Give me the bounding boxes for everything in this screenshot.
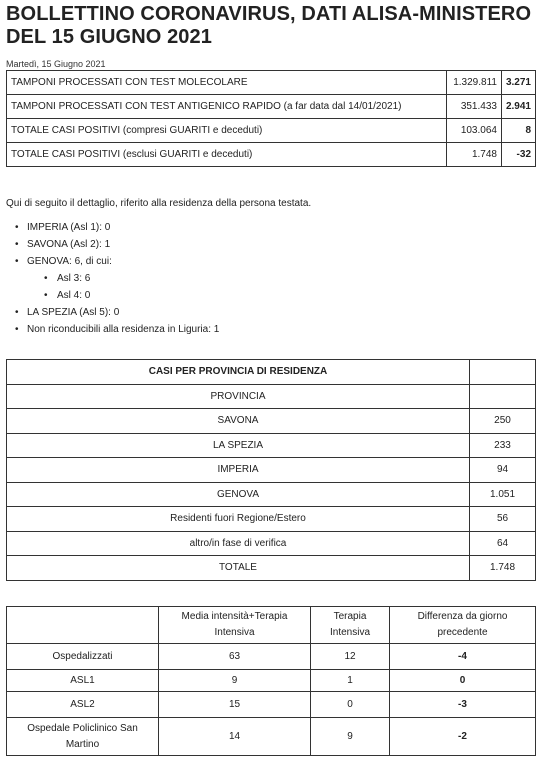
province-value: 56 [470,507,536,532]
hospital-name: Ospedale Policlinico San Martino [7,718,159,756]
summary-label: TOTALE CASI POSITIVI (esclusi GUARITI e deceduti) [7,143,447,167]
residence-list-item: • GENOVA: 6, di cui: [6,253,219,270]
summary-value: 1.748 [446,143,501,167]
intro-text: Qui di seguito il dettaglio, riferito alla residenza della persona testata. [6,198,312,209]
hospital-diff: 0 [390,670,536,692]
hospital-row [7,692,536,718]
residence-list-item: • Asl 3: 6 [6,270,219,287]
summary-row [7,95,536,119]
province-value: 1.748 [470,556,536,581]
summary-value: 103.064 [446,119,501,143]
hospital-header-row [7,607,536,644]
province-value: 233 [470,433,536,458]
summary-delta: 2.941 [501,95,535,119]
summary-delta: -32 [501,143,535,167]
province-name: SAVONA [7,409,470,434]
hospital-table [6,606,536,756]
province-table-title: CASI PER PROVINCIA DI RESIDENZA [7,360,470,385]
hospital-row [7,670,536,692]
province-table [6,359,536,581]
residence-list-item: • SAVONA (Asl 2): 1 [6,236,219,253]
summary-label: TAMPONI PROCESSATI CON TEST ANTIGENICO RAPIDO (a far data dal 14/01/2021) [7,95,447,119]
hospital-media: 9 [159,670,311,692]
hospital-header-ti: Terapia Intensiva [311,607,390,644]
province-name: altro/in fase di verifica [7,531,470,556]
province-value: 1.051 [470,482,536,507]
hospital-media: 14 [159,718,311,756]
hospital-row [7,718,536,756]
page-title: BOLLETTINO CORONAVIRUS, DATI ALISA-MINISTERO DEL 15 GIUGNO 2021 [6,3,532,48]
province-column-header: PROVINCIA [7,384,470,409]
hospital-ti: 9 [311,718,390,756]
residence-list-item: • Asl 4: 0 [6,287,219,304]
province-row [7,482,536,507]
hospital-ti: 12 [311,644,390,670]
residence-list-item: • LA SPEZIA (Asl 5): 0 [6,304,219,321]
summary-delta: 8 [501,119,535,143]
hospital-header-media: Media intensità+Terapia Intensiva [159,607,311,644]
hospital-header-empty [7,607,159,644]
province-value: 94 [470,458,536,483]
hospital-diff: -4 [390,644,536,670]
province-name: IMPERIA [7,458,470,483]
hospital-name: ASL2 [7,692,159,718]
hospital-row [7,644,536,670]
summary-row [7,119,536,143]
province-name: Residenti fuori Regione/Estero [7,507,470,532]
summary-value: 1.329.811 [446,71,501,95]
summary-label: TOTALE CASI POSITIVI (compresi GUARITI e deceduti) [7,119,447,143]
publish-date: Martedì, 15 Giugno 2021 [6,59,106,69]
hospital-header-diff: Differenza da giorno precedente [390,607,536,644]
summary-row [7,71,536,95]
residence-list-item: • Non riconducibili alla residenza in Liguria: 1 [6,321,219,338]
summary-delta: 3.271 [501,71,535,95]
province-value: 250 [470,409,536,434]
province-row [7,507,536,532]
summary-label: TAMPONI PROCESSATI CON TEST MOLECOLARE [7,71,447,95]
province-row [7,556,536,581]
province-name: TOTALE [7,556,470,581]
province-table-empty-cell [470,384,536,409]
hospital-media: 63 [159,644,311,670]
hospital-ti: 1 [311,670,390,692]
residence-list-item: • IMPERIA (Asl 1): 0 [6,219,219,236]
province-row [7,433,536,458]
hospital-ti: 0 [311,692,390,718]
province-table-empty-cell [470,360,536,385]
hospital-diff: -2 [390,718,536,756]
province-table-header-row [7,384,536,409]
summary-table [6,70,536,167]
hospital-diff: -3 [390,692,536,718]
hospital-name: ASL1 [7,670,159,692]
summary-row [7,143,536,167]
province-name: LA SPEZIA [7,433,470,458]
hospital-media: 15 [159,692,311,718]
province-table-title-row [7,360,536,385]
province-row [7,409,536,434]
hospital-name: Ospedalizzati [7,644,159,670]
province-name: GENOVA [7,482,470,507]
residence-list [6,219,219,338]
province-value: 64 [470,531,536,556]
province-row [7,458,536,483]
province-row [7,531,536,556]
summary-value: 351.433 [446,95,501,119]
